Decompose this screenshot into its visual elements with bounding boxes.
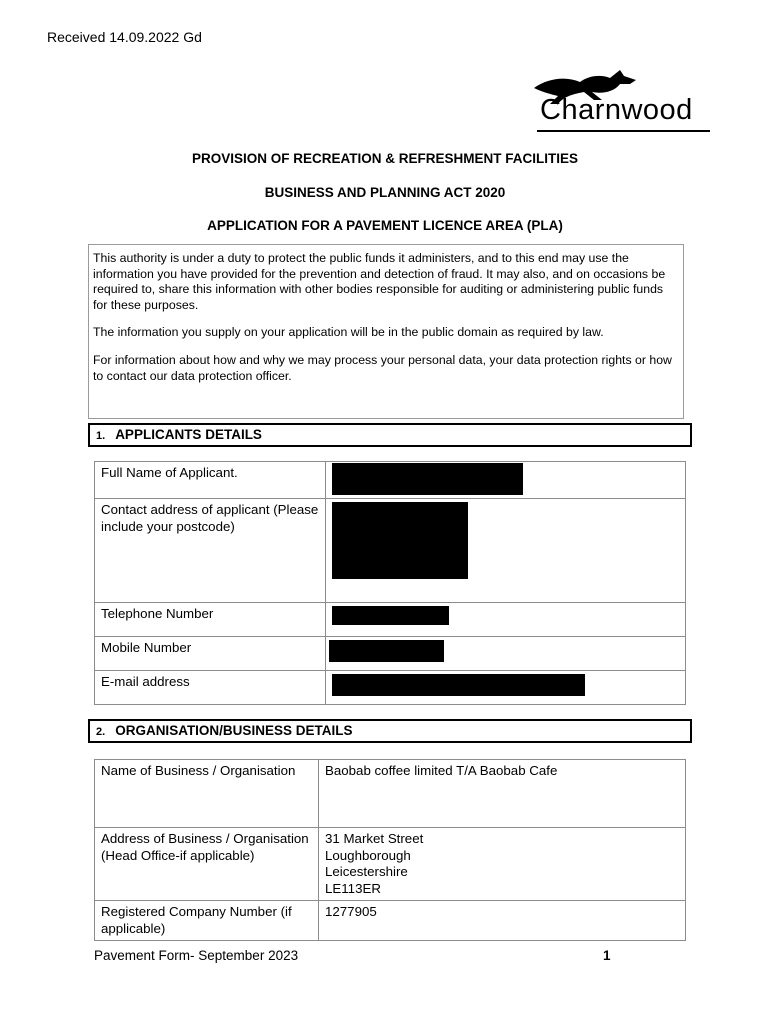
footer-form-name: Pavement Form- September 2023 [94,948,299,963]
table-row [95,901,686,941]
field-label: Registered Company Number (if applicable) [95,901,319,941]
address-line: Leicestershire [325,864,408,879]
field-label: Address of Business / Organisation (Head Office-if applicable) [95,828,319,901]
redaction-block [332,606,449,625]
notice-paragraph-1: This authority is under a duty to protect the public funds it administers, and to this end may use the information you have provided for the prevention and detection of fraud. It may also, and on occasions be required to, share this information with other bodies responsible for auditing or administering public funds for these purposes. [93,251,666,312]
section-business-header [88,719,692,743]
telephone-field[interactable] [326,603,686,637]
privacy-notice [88,244,684,419]
section-applicants-header [88,423,692,447]
section-title: ORGANISATION/BUSINESS DETAILS [115,723,353,738]
company-number-field[interactable]: 1277905 [319,901,686,941]
field-label: E-mail address [95,671,326,705]
table-row [95,828,686,901]
table-row [95,637,686,671]
logo-wordmark: Charnwood [540,94,693,126]
mobile-field[interactable] [326,637,686,671]
table-row [95,760,686,828]
business-details-table [94,759,686,941]
business-address-field[interactable] [319,828,686,901]
page-number: 1 [603,948,611,963]
table-row [95,603,686,637]
redaction-block [332,463,523,495]
notice-paragraph-2: The information you supply on your application will be in the public domain as required by law. [93,325,604,340]
address-line: 31 Market Street [325,831,424,846]
table-row [95,671,686,705]
redaction-block [329,640,444,662]
redaction-block [332,674,585,696]
table-row [95,499,686,603]
logo-underline [537,130,710,132]
field-label: Mobile Number [95,637,326,671]
address-line: Loughborough [325,847,411,863]
applicant-details-table [94,461,686,705]
field-label: Full Name of Applicant. [95,462,326,499]
notice-paragraph-3: For information about how and why we may process your personal data, your data protection rights or how to contact our data protection officer. [93,352,672,383]
field-label: Telephone Number [95,603,326,637]
heading-application: APPLICATION FOR A PAVEMENT LICENCE AREA (PLA) [207,218,563,233]
section-number: 2. [96,726,106,738]
field-label: Name of Business / Organisation [95,760,319,828]
heading-act: BUSINESS AND PLANNING ACT 2020 [264,185,506,200]
field-label: Contact address of applicant (Please include your postcode) [95,499,326,603]
redaction-block [332,502,468,579]
business-name-field[interactable]: Baobab coffee limited T/A Baobab Cafe [319,760,686,828]
full-name-field[interactable] [326,462,686,499]
heading-provision: PROVISION OF RECREATION & REFRESHMENT FACILITIES [191,151,579,166]
section-number: 1. [96,430,106,442]
table-row [95,462,686,499]
address-line: LE113ER [325,880,381,896]
section-title: APPLICANTS DETAILS [115,427,262,442]
received-stamp: Received 14.09.2022 Gd [47,29,202,45]
contact-address-field[interactable] [326,499,686,603]
email-field[interactable] [326,671,686,705]
